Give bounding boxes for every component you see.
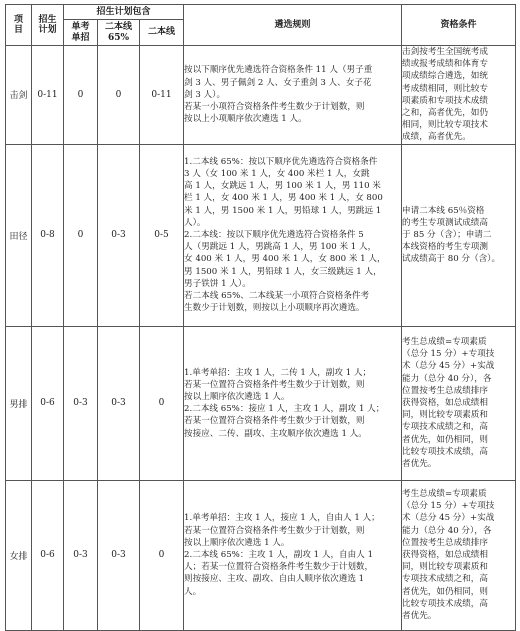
quota-cell: 0-11 xyxy=(32,46,64,145)
cond-line: 者优先。 xyxy=(402,459,437,470)
conditions-cell xyxy=(402,480,516,630)
admission-table xyxy=(5,4,516,631)
cond-line: 术（总分 45 分）+实战 xyxy=(402,513,495,524)
cond-line: 本线资格的考生专项测 xyxy=(402,242,488,253)
erben-cell: 0 xyxy=(140,480,184,630)
cond-line: 申请二本线 65％资格 xyxy=(402,205,485,216)
cond-line: （总分 15 分）+专项技 xyxy=(402,349,495,360)
erben65-cell: 0-3 xyxy=(98,480,140,630)
header-project: 项目 xyxy=(6,5,32,46)
cond-line: 术（总分 45 分）+实战 xyxy=(402,361,495,372)
rules-cell xyxy=(184,326,402,480)
cond-line: 考成绩相同，则比较专 xyxy=(402,83,488,94)
rule-line: 高 1 人，女跳远 1 人，男 100 米 1 人，男 110 米 xyxy=(184,181,381,192)
cond-line: 者优先，如仍相同，则 xyxy=(402,434,488,445)
cond-line: 同，则比较专项素质和 xyxy=(402,410,488,421)
cond-line: 者优先。 xyxy=(402,611,437,622)
rule-line: 人。 xyxy=(184,586,202,597)
rules-cell xyxy=(184,480,402,630)
erben-cell: 0-11 xyxy=(140,46,184,145)
cond-line: 击剑按考生全国统考成 xyxy=(402,47,488,57)
project-cell: 男排 xyxy=(6,326,32,480)
rule-line: 剑 3 人）。 xyxy=(184,89,226,100)
rule-line: 按以上顺序依次遴选 1 人。 xyxy=(184,391,290,402)
cond-line: （总分 15 分）+专项技 xyxy=(402,501,495,512)
single-cell: 0-3 xyxy=(64,326,98,480)
cond-line: 者优先，如仍相同，则 xyxy=(402,586,488,597)
rule-line: 2.二本线 65%：主攻 1 人，副攻 1 人，自由人 1 xyxy=(184,550,374,561)
rule-line: 按以下顺序优先遴选符合资格条件 11 人（男子重 xyxy=(184,65,373,76)
cond-line: 于 85 分（含）；申请二 xyxy=(402,230,492,241)
rule-line: 若某一位置符合资格条件考生数少于计划数，则 xyxy=(184,525,365,536)
rule-line: 3 人（女 100 米 1 人，女 400 米栏 1 人，女跳 xyxy=(184,169,370,179)
erben65-cell: 0 xyxy=(98,46,140,145)
header-erben65: 二本线65% xyxy=(98,20,140,46)
rule-line: 按接应、二传、副攻、主攻顺序依次遴选 1 人。 xyxy=(184,428,367,439)
table-row xyxy=(6,326,516,480)
cond-line: 获得资格，如总成绩相 xyxy=(402,398,488,409)
conditions-cell xyxy=(402,326,516,480)
conditions-cell xyxy=(402,144,516,326)
rule-line: 人）。 xyxy=(184,217,206,228)
header-plan-group: 招生计划包含 xyxy=(64,5,184,20)
header-conditions: 资格条件 xyxy=(402,5,516,46)
rule-line: 1.单考单招：主攻 1 人，接应 1 人，自由人 1 人； xyxy=(184,513,380,524)
cond-line: 项成绩综合遴选，如统 xyxy=(402,71,488,82)
rule-line: 生数少于计划数，则按以上小项顺序再次遴选。 xyxy=(184,303,365,314)
header-erben: 二本线 xyxy=(140,20,184,46)
table-row xyxy=(6,46,516,145)
cond-line: 比较专项技术成绩，高 xyxy=(402,446,488,457)
cond-line: 能力（总分 40 分），各 xyxy=(402,525,492,536)
cond-line: 的考生专项测试成绩高 xyxy=(402,217,488,228)
cond-line: 之和，高者优先，如仍 xyxy=(402,108,488,119)
conditions-cell xyxy=(402,46,516,145)
quota-cell: 0-6 xyxy=(32,480,64,630)
rule-line: 男 1500 米 1 人，男铅球 1 人，女三级跳远 1 人， xyxy=(184,266,382,277)
header-rules: 遴选规则 xyxy=(184,5,402,46)
erben65-cell: 0-3 xyxy=(98,326,140,480)
cond-line: 试成绩高于 80 分（含）。 xyxy=(402,254,501,265)
table-row xyxy=(6,480,516,630)
cond-line: 专项技术成绩之和，高 xyxy=(402,574,488,585)
single-cell: 0 xyxy=(64,46,98,145)
cond-line: 获得资格，如总成绩相 xyxy=(402,550,488,561)
cond-line: 同，则比较专项素质和 xyxy=(402,562,488,573)
cond-line: 位置按考生总成绩排序 xyxy=(402,385,488,396)
header-single: 单考单招 xyxy=(64,20,98,46)
cond-line: 考生总成绩=专项素质 xyxy=(402,337,487,347)
rule-line: 按以上小项顺序依次遴选 1 人。 xyxy=(184,114,307,125)
single-cell: 0 xyxy=(64,144,98,326)
rule-line: 人（男跳远 1 人，男跳高 1 人，男 100 米 1 人， xyxy=(184,242,377,253)
rule-line: 米 1 人，男 1500 米 1 人，男铅球 1 人，男跳远 1 xyxy=(184,205,382,216)
quota-cell: 0-6 xyxy=(32,326,64,480)
rule-line: 若某一小项符合资格条件考生数少于计划数，则 xyxy=(184,101,365,112)
project-cell: 田径 xyxy=(6,144,32,326)
cond-line: 项素质和专项技术成绩 xyxy=(402,95,488,106)
quota-cell: 0-8 xyxy=(32,144,64,326)
rule-line: 若某一位置符合资格条件考生数少于计划数，则 xyxy=(184,416,365,427)
rule-line: 1.二本线 65%：按以下顺序优先遴选符合资格条件 xyxy=(184,156,378,167)
rule-line: 剑 3 人、男子佩剑 2 人、女子重剑 3 人、女子花 xyxy=(184,77,372,88)
cond-line: 绩或报考成绩和体育专 xyxy=(402,59,488,70)
rules-cell xyxy=(184,144,402,326)
project-cell: 女排 xyxy=(6,480,32,630)
rule-line: 人；若某一位置符合资格条件考生数少于计划数， xyxy=(184,562,374,573)
cond-line: 能力（总分 40 分），各 xyxy=(402,373,492,384)
erben65-cell: 0-3 xyxy=(98,144,140,326)
rule-line: 1.单考单招：主攻 1 人，二传 1 人，副攻 1 人； xyxy=(184,367,372,378)
erben-cell: 0 xyxy=(140,326,184,480)
header-quota: 招生计划 xyxy=(32,5,64,46)
cond-line: 专项技术成绩之和，高 xyxy=(402,422,488,433)
single-cell: 0-3 xyxy=(64,480,98,630)
project-cell: 击剑 xyxy=(6,46,32,145)
cond-line: 成绩，高者优先。 xyxy=(402,132,471,143)
rule-line: 若二本线 65%、二本线某一小项符合资格条件考 xyxy=(184,291,370,302)
cond-line: 比较专项技术成绩，高 xyxy=(402,598,488,609)
rule-line: 栏 1 人，女 400 米 1 人，男 400 米 1 人，女 800 xyxy=(184,193,383,204)
rule-line: 按以上顺序依次遴选 1 人。 xyxy=(184,537,290,548)
cond-line: 相同，则比较专项技术 xyxy=(402,120,488,131)
table-row xyxy=(6,144,516,326)
rule-line: 若某一位置符合资格条件考生数少于计划数，则 xyxy=(184,379,365,390)
cond-line: 考生总成绩=专项素质 xyxy=(402,489,487,499)
erben-cell: 0-5 xyxy=(140,144,184,326)
rules-cell xyxy=(184,46,402,145)
rule-line: 则按接应、主攻、副攻、自由人顺序依次遴选 1 xyxy=(184,574,365,585)
cond-line: 位置按考生总成绩排序 xyxy=(402,537,488,548)
rule-line: 2.二本线：按以下顺序优先遴选符合资格条件 5 xyxy=(184,230,364,241)
rule-line: 男子铁饼 1 人）。 xyxy=(184,278,251,289)
rule-line: 女 400 米 1 人，男 400 米 1 人，女 800 米 1 人， xyxy=(184,254,386,265)
rule-line: 2.二本线 65%：接应 1 人，主攻 1 人，副攻 1 人； xyxy=(184,404,385,415)
